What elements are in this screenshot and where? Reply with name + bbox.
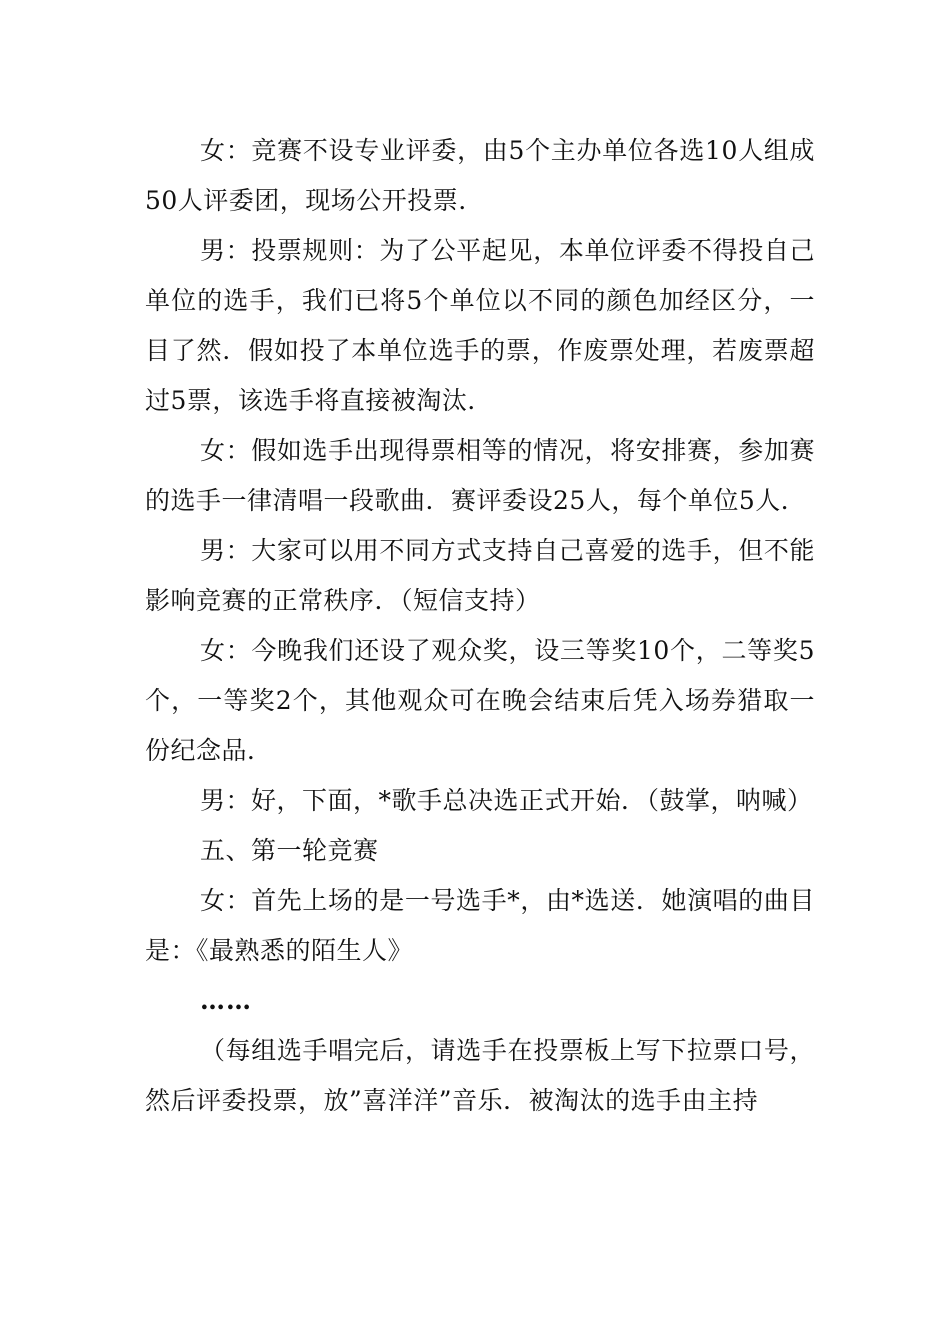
paragraph-tie-rules: 女：假如选手出现得票相等的情况，将安排赛，参加赛的选手一律清唱一段歌曲．赛评委设25人，每个单位5人． <box>145 436 815 515</box>
section-heading: 五、第一轮竞赛 <box>200 836 379 865</box>
document-body <box>145 126 815 1126</box>
ellipsis-line: …… <box>200 986 252 1015</box>
paragraph-judging: 女：竞赛不设专业评委，由5个主办单位各选10人组成50人评委团，现场公开投票． <box>145 136 815 215</box>
paragraph-instructions: （每组选手唱完后，请选手在投票板上写下拉票口号，然后评委投票，放”喜洋洋”音乐．被淘汰的选手由主持 <box>145 1036 815 1115</box>
paragraph-first-contestant: 女：首先上场的是一号选手*，由*选送．她演唱的曲目是：《最熟悉的陌生人》 <box>145 886 815 965</box>
paragraph-voting-rules: 男：投票规则：为了公平起见，本单位评委不得投自己单位的选手，我们已将5个单位以不同的颜色加经区分，一目了然．假如投了本单位选手的票，作废票处理，若废票超过5票，该选手将直接被淘汰． <box>145 236 815 415</box>
paragraph-start: 男：好，下面，*歌手总决选正式开始．（鼓掌，呐喊） <box>200 786 813 815</box>
paragraph-audience-award: 女：今晚我们还设了观众奖，设三等奖10个，二等奖5个，一等奖2个，其他观众可在晚会结束后凭入场券猎取一份纪念品． <box>145 636 815 765</box>
paragraph-support: 男：大家可以用不同方式支持自己喜爱的选手，但不能影响竞赛的正常秩序．（短信支持） <box>145 536 815 615</box>
